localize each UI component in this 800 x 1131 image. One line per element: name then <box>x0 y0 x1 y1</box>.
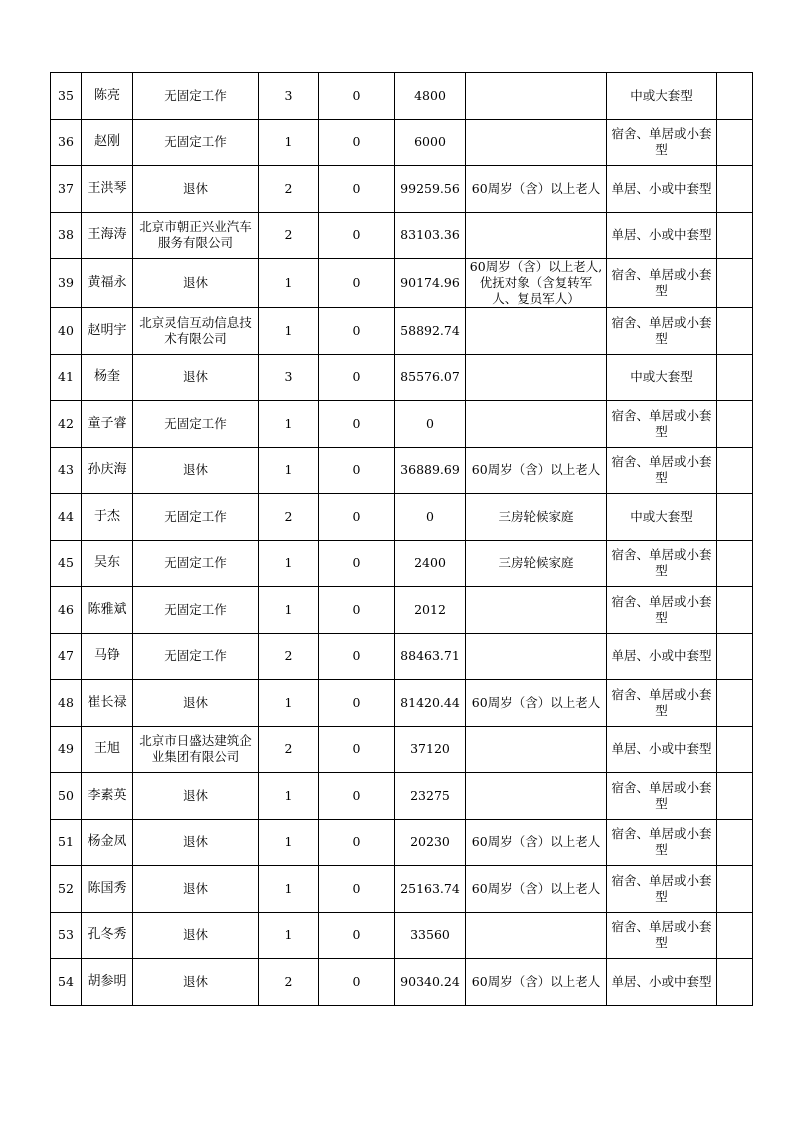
cell-name: 陈雅斌 <box>82 587 133 634</box>
cell-extra <box>717 819 753 866</box>
cell-extra <box>717 401 753 448</box>
cell-income: 88463.71 <box>395 633 466 680</box>
cell-household-members: 2 <box>259 212 319 259</box>
cell-value: 0 <box>319 308 395 355</box>
table-row <box>51 912 753 959</box>
cell-income: 23275 <box>395 773 466 820</box>
cell-extra <box>717 494 753 541</box>
cell-housing-type: 宿舍、单居或小套型 <box>607 447 717 494</box>
cell-housing-type: 宿舍、单居或小套型 <box>607 308 717 355</box>
cell-income: 36889.69 <box>395 447 466 494</box>
cell-name: 杨奎 <box>82 354 133 401</box>
cell-row-number: 45 <box>51 540 82 587</box>
cell-value: 0 <box>319 959 395 1006</box>
cell-row-number: 39 <box>51 259 82 308</box>
cell-employer: 无固定工作 <box>133 119 259 166</box>
cell-priority-category <box>466 401 607 448</box>
cell-value: 0 <box>319 494 395 541</box>
cell-extra <box>717 259 753 308</box>
cell-row-number: 53 <box>51 912 82 959</box>
table-row <box>51 959 753 1006</box>
cell-name: 童子睿 <box>82 401 133 448</box>
cell-income: 99259.56 <box>395 166 466 213</box>
cell-extra <box>717 773 753 820</box>
cell-value: 0 <box>319 401 395 448</box>
cell-income: 37120 <box>395 726 466 773</box>
cell-name: 王海涛 <box>82 212 133 259</box>
table-row <box>51 819 753 866</box>
cell-value: 0 <box>319 259 395 308</box>
cell-housing-type: 宿舍、单居或小套型 <box>607 866 717 913</box>
cell-housing-type: 单居、小或中套型 <box>607 633 717 680</box>
cell-priority-category: 60周岁（含）以上老人,优抚对象（含复转军人、复员军人） <box>466 259 607 308</box>
cell-housing-type: 宿舍、单居或小套型 <box>607 587 717 634</box>
cell-value: 0 <box>319 633 395 680</box>
cell-housing-type: 单居、小或中套型 <box>607 959 717 1006</box>
cell-priority-category <box>466 73 607 120</box>
cell-income: 2400 <box>395 540 466 587</box>
cell-employer: 退休 <box>133 166 259 213</box>
cell-row-number: 51 <box>51 819 82 866</box>
cell-value: 0 <box>319 540 395 587</box>
cell-value: 0 <box>319 447 395 494</box>
cell-name: 陈亮 <box>82 73 133 120</box>
cell-extra <box>717 633 753 680</box>
cell-name: 赵刚 <box>82 119 133 166</box>
cell-household-members: 1 <box>259 773 319 820</box>
cell-household-members: 2 <box>259 633 319 680</box>
table-row <box>51 354 753 401</box>
cell-housing-type: 中或大套型 <box>607 354 717 401</box>
cell-name: 马铮 <box>82 633 133 680</box>
cell-row-number: 48 <box>51 680 82 727</box>
cell-value: 0 <box>319 726 395 773</box>
cell-value: 0 <box>319 866 395 913</box>
cell-employer: 北京灵信互动信息技术有限公司 <box>133 308 259 355</box>
cell-name: 赵明宇 <box>82 308 133 355</box>
cell-employer: 退休 <box>133 959 259 1006</box>
cell-priority-category: 三房轮候家庭 <box>466 540 607 587</box>
cell-employer: 无固定工作 <box>133 494 259 541</box>
cell-household-members: 1 <box>259 447 319 494</box>
cell-value: 0 <box>319 119 395 166</box>
cell-value: 0 <box>319 912 395 959</box>
table-row <box>51 447 753 494</box>
cell-row-number: 37 <box>51 166 82 213</box>
cell-priority-category <box>466 587 607 634</box>
table-row <box>51 587 753 634</box>
cell-priority-category <box>466 212 607 259</box>
cell-priority-category <box>466 119 607 166</box>
cell-income: 83103.36 <box>395 212 466 259</box>
cell-priority-category <box>466 773 607 820</box>
cell-income: 2012 <box>395 587 466 634</box>
cell-household-members: 1 <box>259 119 319 166</box>
cell-extra <box>717 540 753 587</box>
cell-household-members: 1 <box>259 401 319 448</box>
cell-value: 0 <box>319 819 395 866</box>
cell-name: 黄福永 <box>82 259 133 308</box>
cell-extra <box>717 73 753 120</box>
cell-value: 0 <box>319 166 395 213</box>
cell-income: 90340.24 <box>395 959 466 1006</box>
cell-employer: 退休 <box>133 680 259 727</box>
cell-name: 孙庆海 <box>82 447 133 494</box>
table-row <box>51 726 753 773</box>
cell-row-number: 36 <box>51 119 82 166</box>
table-row <box>51 166 753 213</box>
cell-value: 0 <box>319 680 395 727</box>
cell-household-members: 3 <box>259 73 319 120</box>
cell-extra <box>717 119 753 166</box>
cell-employer: 退休 <box>133 447 259 494</box>
cell-income: 4800 <box>395 73 466 120</box>
cell-priority-category <box>466 912 607 959</box>
table-row <box>51 773 753 820</box>
cell-income: 6000 <box>395 119 466 166</box>
cell-employer: 退休 <box>133 354 259 401</box>
cell-extra <box>717 308 753 355</box>
cell-extra <box>717 726 753 773</box>
cell-extra <box>717 166 753 213</box>
cell-priority-category: 60周岁（含）以上老人 <box>466 819 607 866</box>
cell-name: 崔长禄 <box>82 680 133 727</box>
cell-row-number: 54 <box>51 959 82 1006</box>
cell-income: 20230 <box>395 819 466 866</box>
cell-name: 王旭 <box>82 726 133 773</box>
cell-extra <box>717 587 753 634</box>
cell-household-members: 1 <box>259 866 319 913</box>
cell-income: 0 <box>395 494 466 541</box>
cell-housing-type: 宿舍、单居或小套型 <box>607 259 717 308</box>
table-row <box>51 633 753 680</box>
cell-housing-type: 中或大套型 <box>607 494 717 541</box>
cell-household-members: 2 <box>259 166 319 213</box>
cell-household-members: 1 <box>259 540 319 587</box>
cell-row-number: 49 <box>51 726 82 773</box>
table-row <box>51 308 753 355</box>
cell-housing-type: 单居、小或中套型 <box>607 212 717 259</box>
cell-name: 孔冬秀 <box>82 912 133 959</box>
cell-income: 90174.96 <box>395 259 466 308</box>
table-body <box>51 73 753 1006</box>
cell-value: 0 <box>319 212 395 259</box>
cell-extra <box>717 912 753 959</box>
cell-employer: 北京市朝正兴业汽车服务有限公司 <box>133 212 259 259</box>
cell-housing-type: 宿舍、单居或小套型 <box>607 773 717 820</box>
cell-housing-type: 宿舍、单居或小套型 <box>607 912 717 959</box>
cell-priority-category: 60周岁（含）以上老人 <box>466 166 607 213</box>
cell-extra <box>717 959 753 1006</box>
cell-name: 王洪琴 <box>82 166 133 213</box>
cell-income: 85576.07 <box>395 354 466 401</box>
cell-row-number: 41 <box>51 354 82 401</box>
cell-priority-category: 60周岁（含）以上老人 <box>466 680 607 727</box>
cell-employer: 无固定工作 <box>133 401 259 448</box>
cell-household-members: 1 <box>259 308 319 355</box>
cell-extra <box>717 680 753 727</box>
cell-row-number: 47 <box>51 633 82 680</box>
cell-value: 0 <box>319 73 395 120</box>
cell-income: 33560 <box>395 912 466 959</box>
table-row <box>51 866 753 913</box>
cell-income: 81420.44 <box>395 680 466 727</box>
cell-employer: 无固定工作 <box>133 633 259 680</box>
cell-household-members: 2 <box>259 726 319 773</box>
cell-priority-category <box>466 308 607 355</box>
table-row <box>51 119 753 166</box>
cell-household-members: 1 <box>259 912 319 959</box>
cell-housing-type: 宿舍、单居或小套型 <box>607 540 717 587</box>
cell-income: 58892.74 <box>395 308 466 355</box>
cell-row-number: 52 <box>51 866 82 913</box>
cell-name: 于杰 <box>82 494 133 541</box>
cell-row-number: 46 <box>51 587 82 634</box>
cell-housing-type: 宿舍、单居或小套型 <box>607 119 717 166</box>
table-row <box>51 401 753 448</box>
cell-priority-category: 60周岁（含）以上老人 <box>466 447 607 494</box>
cell-row-number: 50 <box>51 773 82 820</box>
cell-priority-category <box>466 633 607 680</box>
cell-employer: 退休 <box>133 773 259 820</box>
cell-employer: 无固定工作 <box>133 73 259 120</box>
cell-priority-category: 60周岁（含）以上老人 <box>466 959 607 1006</box>
cell-row-number: 43 <box>51 447 82 494</box>
cell-row-number: 35 <box>51 73 82 120</box>
cell-employer: 退休 <box>133 866 259 913</box>
cell-value: 0 <box>319 354 395 401</box>
cell-value: 0 <box>319 587 395 634</box>
cell-household-members: 1 <box>259 259 319 308</box>
cell-extra <box>717 447 753 494</box>
cell-name: 李素英 <box>82 773 133 820</box>
cell-priority-category <box>466 726 607 773</box>
table-row <box>51 680 753 727</box>
cell-priority-category: 三房轮候家庭 <box>466 494 607 541</box>
cell-household-members: 2 <box>259 494 319 541</box>
cell-employer: 退休 <box>133 259 259 308</box>
table-row <box>51 259 753 308</box>
cell-name: 杨金凤 <box>82 819 133 866</box>
cell-housing-type: 宿舍、单居或小套型 <box>607 819 717 866</box>
cell-housing-type: 宿舍、单居或小套型 <box>607 680 717 727</box>
cell-name: 胡参明 <box>82 959 133 1006</box>
cell-name: 陈国秀 <box>82 866 133 913</box>
cell-extra <box>717 212 753 259</box>
table-row <box>51 212 753 259</box>
cell-employer: 无固定工作 <box>133 540 259 587</box>
cell-row-number: 40 <box>51 308 82 355</box>
cell-employer: 退休 <box>133 912 259 959</box>
cell-row-number: 44 <box>51 494 82 541</box>
cell-priority-category <box>466 354 607 401</box>
cell-housing-type: 单居、小或中套型 <box>607 726 717 773</box>
cell-extra <box>717 354 753 401</box>
cell-priority-category: 60周岁（含）以上老人 <box>466 866 607 913</box>
cell-employer: 北京市日盛达建筑企业集团有限公司 <box>133 726 259 773</box>
cell-household-members: 1 <box>259 819 319 866</box>
table-row <box>51 494 753 541</box>
cell-employer: 无固定工作 <box>133 587 259 634</box>
cell-row-number: 38 <box>51 212 82 259</box>
applicant-table <box>50 72 753 1006</box>
cell-household-members: 1 <box>259 587 319 634</box>
cell-housing-type: 中或大套型 <box>607 73 717 120</box>
cell-housing-type: 宿舍、单居或小套型 <box>607 401 717 448</box>
cell-row-number: 42 <box>51 401 82 448</box>
cell-extra <box>717 866 753 913</box>
table-row <box>51 73 753 120</box>
cell-household-members: 3 <box>259 354 319 401</box>
cell-household-members: 2 <box>259 959 319 1006</box>
cell-household-members: 1 <box>259 680 319 727</box>
table-row <box>51 540 753 587</box>
cell-value: 0 <box>319 773 395 820</box>
cell-employer: 退休 <box>133 819 259 866</box>
cell-income: 25163.74 <box>395 866 466 913</box>
cell-income: 0 <box>395 401 466 448</box>
cell-name: 吴东 <box>82 540 133 587</box>
cell-housing-type: 单居、小或中套型 <box>607 166 717 213</box>
